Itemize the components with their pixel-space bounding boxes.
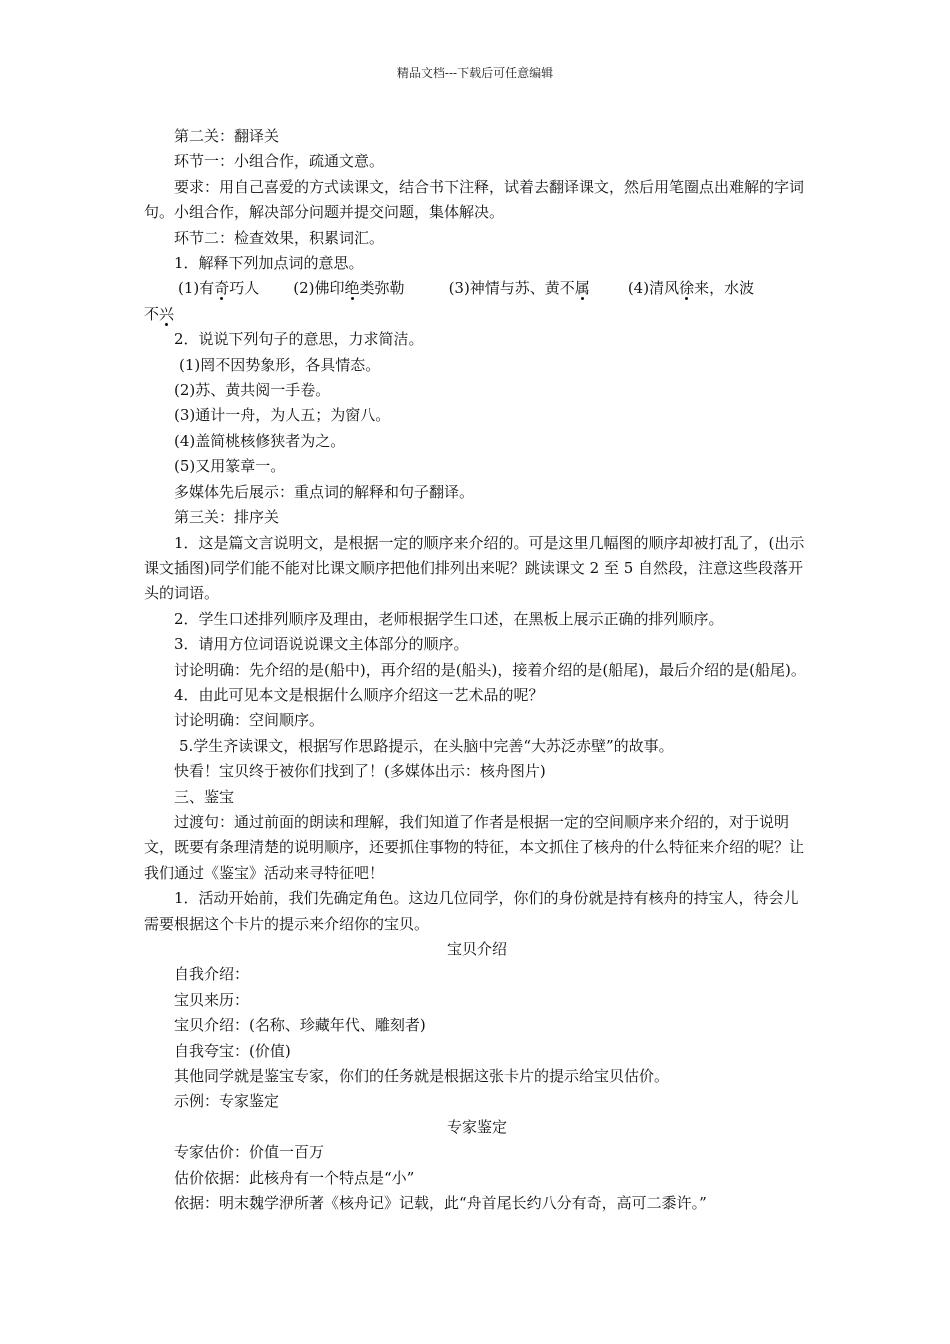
card-title-expert: 专家鉴定 xyxy=(446,1117,507,1136)
order-item-3: 3．请用方位词语说说课文主体部分的顺序。 xyxy=(174,635,469,654)
word-list xyxy=(144,276,810,301)
document-body xyxy=(144,124,810,1216)
basis-quote: 依据：明末魏学洢所著《核舟记》记载，此“舟首尾长约八分有奇，高可二黍许。” xyxy=(174,1194,707,1213)
discussion-2: 讨论明确：空间顺序。 xyxy=(174,711,325,730)
transition-paragraph: 过渡句：通过前面的朗读和理解，我们知道了作者是根据一定的空间顺序来介绍的，对于说明文，既要有条理清楚的说明顺序，还要抓住事物的特征，本文抓住了核舟的什么特征来介绍的呢？让我们通过《鉴宝》活动来寻特征吧！ xyxy=(144,812,805,882)
section-title-appraisal: 三、鉴宝 xyxy=(174,787,235,806)
card-field-praise: 自我夸宝：(价值) xyxy=(174,1041,291,1060)
word-item-2: (2)佛印绝类弥勒 xyxy=(293,279,405,298)
sentence-3: (3)通计一舟，为人五；为窗八。 xyxy=(174,406,391,425)
order-item-2: 2．学生口述排列顺序及理由，老师根据学生口述，在黑板上展示正确的排列顺序。 xyxy=(174,609,724,628)
sentence-1: (1)罔不因势象形，各具情态。 xyxy=(179,355,381,374)
experts-task: 其他同学就是鉴宝专家，你们的任务就是根据这张卡片的提示给宝贝估价。 xyxy=(174,1067,670,1086)
section-title-order: 第三关：排序关 xyxy=(174,508,280,527)
page-header: 精品文档---下载后可任意编辑 xyxy=(396,66,554,80)
section-title-translate: 第二关：翻译关 xyxy=(174,127,280,145)
word-item-4-continued: 不兴 xyxy=(144,304,175,323)
multimedia-note: 多媒体先后展示：重点词的解释和句子翻译。 xyxy=(174,482,475,501)
example-label: 示例：专家鉴定 xyxy=(174,1092,280,1111)
step-one: 环节一：小组合作，疏通文意。 xyxy=(174,152,385,171)
step-two: 环节二：检查效果，积累词汇。 xyxy=(174,228,385,247)
requirement-paragraph: 要求：用自己喜爱的方式读课文，结合书下注释，试着去翻译课文，然后用笔圈点出难解的字词句。小组合作，解决部分问题并提交问题，集体解决。 xyxy=(144,177,805,222)
sentence-4: (4)盖简桃核修狭者为之。 xyxy=(174,431,346,450)
expert-valuation: 专家估价：价值一百万 xyxy=(174,1143,325,1162)
sentence-5: (5)又用篆章一。 xyxy=(174,457,286,476)
found-treasure: 快看！宝贝终于被你们找到了！(多媒体出示：核舟图片) xyxy=(174,762,546,781)
order-item-1: 1．这是篇文言说明文，是根据一定的顺序来介绍的。可是这里几幅图的顺序却被打乱了，(出示课文插图)同学们能不能对比课文顺序把他们排列出来呢？跳读课文 2 至 5 自然段，注意这些段落开头的词语。 xyxy=(144,533,805,603)
card-field-self-intro: 自我介绍： xyxy=(174,965,250,984)
valuation-basis: 估价依据：此核舟有一个特点是“小” xyxy=(174,1168,415,1187)
discussion-1: 讨论明确：先介绍的是(船中)，再介绍的是(船头)，接着介绍的是(船尾)，最后介绍的是(船尾)。 xyxy=(174,660,806,679)
card-field-origin: 宝贝来历： xyxy=(174,990,250,1009)
order-item-5: 5.学生齐读课文，根据写作思路提示，在头脑中完善“大苏泛赤壁”的故事。 xyxy=(179,736,674,755)
activity-1: 1．活动开始前，我们先确定角色。这边几位同学，你们的身份就是持有核舟的持宝人，待会儿需要根据这个卡片的提示来介绍你的宝贝。 xyxy=(144,889,799,933)
word-item-4: (4)清风徐来，水波 xyxy=(627,279,755,298)
sentence-2: (2)苏、黄共阅一手卷。 xyxy=(174,381,331,400)
order-item-4: 4．由此可见本文是根据什么顺序介绍这一艺术品的呢？ xyxy=(174,685,544,704)
word-item-3: (3)神情与苏、黄不属 xyxy=(448,279,590,298)
exercise-2-title: 2．说说下列句子的意思，力求简洁。 xyxy=(174,330,424,349)
word-item-1: (1)有奇巧人 xyxy=(178,279,260,298)
exercise-1-title: 1．解释下列加点词的意思。 xyxy=(174,254,364,273)
card-title-treasure-intro: 宝贝介绍 xyxy=(446,940,507,958)
card-field-treasure-intro: 宝贝介绍：(名称、珍藏年代、雕刻者) xyxy=(174,1016,426,1035)
